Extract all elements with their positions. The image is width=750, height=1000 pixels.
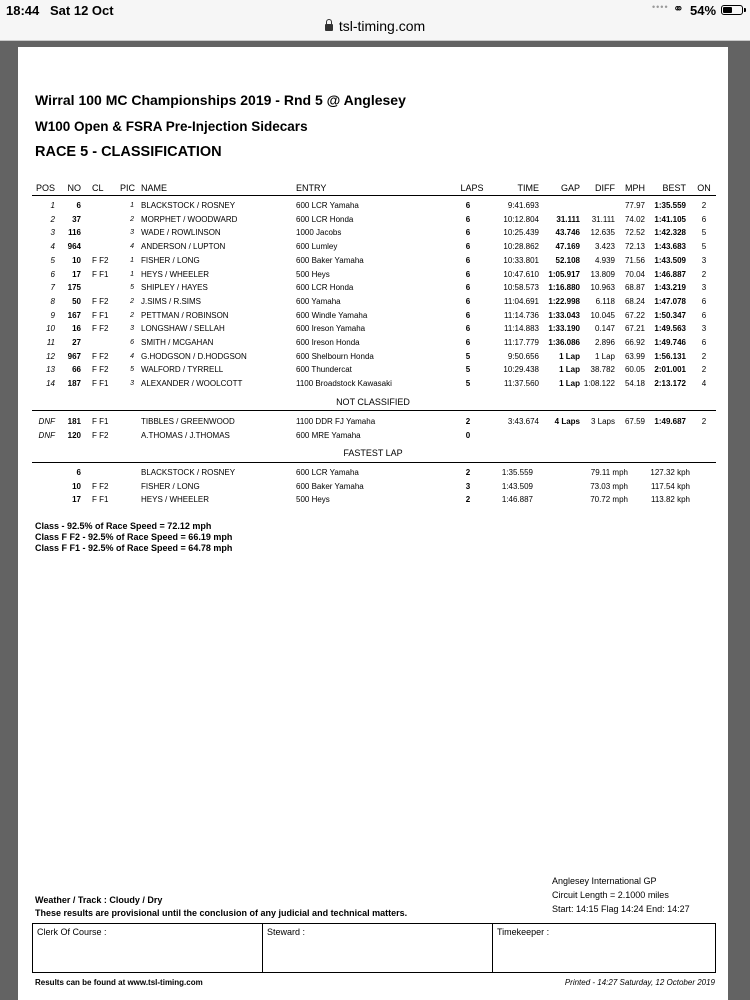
cell-pos: 8 xyxy=(50,296,55,306)
cell-time: 3:43.674 xyxy=(507,417,539,426)
fastest-lap-label: FASTEST LAP xyxy=(343,448,403,458)
cell-best: 1:43.683 xyxy=(654,242,686,252)
cell-mph: 70.04 xyxy=(624,269,645,279)
cell-best: 1:56.131 xyxy=(654,351,686,361)
cell-pos: 7 xyxy=(50,283,55,293)
cell-pic: 2 xyxy=(130,311,134,319)
cell-entry: 600 LCR Honda xyxy=(296,283,354,293)
cell-time: 11:14.883 xyxy=(504,324,539,334)
cell-name: TIBBLES / GREENWOOD xyxy=(141,417,235,426)
battery-percent: 54% xyxy=(690,3,717,18)
cell-entry: 600 Ireson Honda xyxy=(296,338,360,347)
cell-laps: 5 xyxy=(465,379,471,389)
cell-on: 6 xyxy=(701,310,707,320)
cell-pic: 3 xyxy=(130,380,134,388)
steward: Steward : xyxy=(262,924,492,972)
cell-no: 187 xyxy=(67,379,81,389)
cell-mph: 73.03 mph xyxy=(590,481,628,491)
cell-pic: 1 xyxy=(130,256,134,264)
cell-diff: 3 Laps xyxy=(590,417,615,426)
cell-time: 11:04.691 xyxy=(504,296,539,306)
cell-name: HEYS / WHEELER xyxy=(141,269,210,279)
header-pic: PIC xyxy=(120,183,136,193)
cell-name: SHIPLEY / HAYES xyxy=(141,283,208,293)
cell-name: J.SIMS / R.SIMS xyxy=(141,296,202,306)
cell-entry: 1100 Broadstock Kawasaki xyxy=(296,379,392,389)
cell-name: LONGSHAW / SELLAH xyxy=(141,324,225,334)
cell-laps: 6 xyxy=(465,310,471,320)
cell-pos: 6 xyxy=(50,269,55,279)
cell-gap: 4 Laps xyxy=(554,417,580,426)
cell-time: 11:17.779 xyxy=(504,338,539,347)
header-time: TIME xyxy=(517,183,539,193)
cell-class: F F1 xyxy=(92,379,109,389)
cell-mph: 72.52 xyxy=(624,228,645,238)
header-pos: POS xyxy=(35,183,55,193)
cell-no: 967 xyxy=(67,351,81,361)
cell-on: 2 xyxy=(701,351,707,361)
cell-class: F F1 xyxy=(92,310,109,320)
cell-gap: 31.111 xyxy=(556,214,580,224)
cell-mph: 54.18 xyxy=(624,379,645,389)
championship-title: Wirral 100 MC Championships 2019 - Rnd 5 @ Anglesey xyxy=(35,92,406,108)
cell-pos: 13 xyxy=(46,365,55,375)
class-note: Class F F2 - 92.5% of Race Speed = 66.19 mph xyxy=(35,532,233,542)
signature-box xyxy=(32,923,716,973)
header-mph: MPH xyxy=(625,183,645,193)
table-row xyxy=(18,226,728,240)
cell-best: 1:42.328 xyxy=(654,228,686,238)
cell-time: 10:25.439 xyxy=(503,228,539,238)
cell-no: 17 xyxy=(72,269,81,279)
signal-icon: •••• xyxy=(652,2,669,12)
table-row xyxy=(18,363,728,377)
table-row xyxy=(18,322,728,336)
cell-diff: 10.963 xyxy=(590,283,615,293)
cell-gap: 1:16.880 xyxy=(548,283,580,293)
cell-best: 1:49.563 xyxy=(654,324,686,334)
cell-no: 6 xyxy=(76,201,81,210)
cell-best: 1:46.887 xyxy=(654,269,686,279)
cell-name: PETTMAN / ROBINSON xyxy=(141,310,229,320)
cell-best: 1:43.509 xyxy=(654,255,686,265)
lock-icon xyxy=(325,24,333,31)
cell-pic: 1 xyxy=(130,202,134,209)
cell-name: WADE / ROWLINSON xyxy=(141,228,221,238)
cell-class: F F2 xyxy=(92,324,109,334)
cell-best: 2:01.001 xyxy=(654,365,686,375)
cell-class: F F1 xyxy=(92,417,109,426)
cell-no: 37 xyxy=(72,214,81,224)
cell-kph: 113.82 kph xyxy=(651,495,690,505)
cell-best: 2:13.172 xyxy=(654,379,686,389)
cell-pos: 11 xyxy=(46,338,55,347)
cell-entry: 1100 DDR FJ Yamaha xyxy=(296,417,376,426)
cell-on: 2 xyxy=(701,269,707,279)
cell-kph: 117.54 kph xyxy=(651,481,690,491)
cell-class: F F2 xyxy=(92,365,109,375)
header-cl: CL xyxy=(92,183,104,193)
cell-diff: 2.896 xyxy=(594,338,615,347)
table-row xyxy=(18,281,728,295)
cell-pic: 1 xyxy=(130,270,134,278)
cell-pic: 5 xyxy=(130,284,134,292)
cell-mph: 67.59 xyxy=(624,417,645,426)
cell-no: 50 xyxy=(72,296,81,306)
cell-no: 175 xyxy=(67,283,81,293)
cell-on: 6 xyxy=(701,338,707,347)
cell-lap: 2 xyxy=(465,495,471,505)
cell-pic: 3 xyxy=(130,229,134,237)
cell-name: FISHER / LONG xyxy=(141,255,200,265)
dnf-row xyxy=(18,415,728,429)
divider xyxy=(32,410,716,411)
cell-mph: 70.72 mph xyxy=(590,495,628,505)
cell-laps: 6 xyxy=(465,338,471,347)
cell-gap: 52.108 xyxy=(555,255,580,265)
results-link: Results can be found at www.tsl-timing.com xyxy=(35,978,203,987)
cell-entry: 600 Lumley xyxy=(296,242,338,252)
cell-entry: 600 LCR Yamaha xyxy=(296,468,359,477)
clerk-of-course: Clerk Of Course : xyxy=(37,927,107,937)
cell-pos: DNF xyxy=(38,430,55,440)
cell-entry: 600 Yamaha xyxy=(296,296,341,306)
table-row xyxy=(18,240,728,254)
cell-mph: 71.56 xyxy=(624,255,645,265)
cell-name: SMITH / MCGAHAN xyxy=(141,338,214,347)
cell-best: 1:50.347 xyxy=(654,310,686,320)
cell-pic: 4 xyxy=(130,243,134,251)
cell-laps: 6 xyxy=(465,283,471,293)
date: Sat 12 Oct xyxy=(50,3,114,18)
cell-gap: 1:33.190 xyxy=(548,324,580,334)
cell-gap: 1:33.043 xyxy=(548,310,580,320)
cell-no: 10 xyxy=(72,481,81,491)
divider xyxy=(32,462,716,463)
cell-laps: 6 xyxy=(465,296,471,306)
weather: Weather / Track : Cloudy / Dry xyxy=(35,895,163,905)
battery-icon xyxy=(721,5,743,15)
cell-no: 116 xyxy=(68,228,81,238)
url-text: tsl-timing.com xyxy=(338,18,426,34)
header-no: NO xyxy=(67,183,81,193)
table-row xyxy=(18,295,728,309)
cell-name: BLACKSTOCK / ROSNEY xyxy=(141,468,236,477)
cell-no: 120 xyxy=(67,430,81,440)
cell-time: 11:37.560 xyxy=(504,379,539,389)
cell-laps: 5 xyxy=(465,365,471,375)
cell-name: A.THOMAS / J.THOMAS xyxy=(141,430,230,440)
table-row xyxy=(18,254,728,268)
cell-pic: 5 xyxy=(130,366,134,374)
cell-class: F F2 xyxy=(92,430,109,440)
cell-no: 10 xyxy=(72,255,81,265)
race-title: RACE 5 - CLASSIFICATION xyxy=(35,144,222,160)
cell-time: 10:33.801 xyxy=(503,255,539,265)
cell-pos: 14 xyxy=(46,379,55,389)
cell-pos: 1 xyxy=(50,201,55,210)
cell-gap: 1 Lap xyxy=(559,379,580,389)
cell-class: F F2 xyxy=(92,255,109,265)
cell-no: 16 xyxy=(72,324,81,334)
cell-time: 10:28.862 xyxy=(503,242,539,252)
cell-lap-time: 1:46.887 xyxy=(501,495,533,505)
cell-gap: 47.169 xyxy=(555,242,580,252)
cell-on: 2 xyxy=(701,201,707,210)
cell-best: 1:41.105 xyxy=(654,214,686,224)
cell-pos: 3 xyxy=(50,228,55,238)
cell-entry: 600 LCR Honda xyxy=(296,214,354,224)
cell-entry: 600 LCR Yamaha xyxy=(296,201,359,210)
header-on: ON xyxy=(697,183,711,193)
cell-gap: 1 Lap xyxy=(559,365,580,375)
cell-name: FISHER / LONG xyxy=(141,481,200,491)
race-times: Start: 14:15 Flag 14:24 End: 14:27 xyxy=(552,904,690,914)
cell-no: 27 xyxy=(72,338,81,347)
cell-entry: 600 Baker Yamaha xyxy=(296,255,364,265)
header-laps: LAPS xyxy=(460,183,484,193)
cell-gap: 1:05.917 xyxy=(548,269,580,279)
cell-lap-time: 1:35.559 xyxy=(501,468,533,477)
divider xyxy=(32,195,716,196)
cell-entry: 600 Baker Yamaha xyxy=(296,481,364,491)
circuit-name: Anglesey International GP xyxy=(552,876,657,886)
cell-on: 3 xyxy=(701,255,707,265)
cell-on: 2 xyxy=(701,365,707,375)
cell-class: F F1 xyxy=(92,269,109,279)
cell-diff: 38.782 xyxy=(590,365,615,375)
class-note: Class - 92.5% of Race Speed = 72.12 mph xyxy=(35,521,212,531)
cell-best: 1:35.559 xyxy=(654,201,686,210)
cell-pic: 2 xyxy=(130,215,134,223)
cell-best: 1:43.219 xyxy=(654,283,686,293)
cell-mph: 68.24 xyxy=(624,296,645,306)
cell-laps: 6 xyxy=(465,214,471,224)
cell-mph: 79.11 mph xyxy=(590,468,628,477)
cell-on: 3 xyxy=(701,283,707,293)
link-icon: ⚭ xyxy=(673,1,684,16)
cell-time: 10:29.438 xyxy=(503,365,539,375)
table-header xyxy=(18,181,728,195)
cell-pos: 5 xyxy=(50,255,55,265)
cell-entry: 500 Heys xyxy=(296,269,330,279)
table-row xyxy=(18,350,728,364)
cell-pic: 6 xyxy=(130,339,134,346)
cell-mph: 74.02 xyxy=(624,214,645,224)
not-classified-label: NOT CLASSIFIED xyxy=(336,397,410,407)
cell-entry: 1000 Jacobs xyxy=(296,228,342,238)
cell-time: 9:41.693 xyxy=(507,201,539,210)
results-document xyxy=(18,47,728,1000)
header-gap: GAP xyxy=(560,183,580,193)
cell-diff: 13.809 xyxy=(590,269,615,279)
cell-time: 10:12.804 xyxy=(503,214,539,224)
cell-class: F F2 xyxy=(92,351,109,361)
cell-pos: DNF xyxy=(38,417,55,426)
fastest-lap-row xyxy=(18,466,728,480)
cell-mph: 72.13 xyxy=(624,242,645,252)
timekeeper: Timekeeper : xyxy=(492,924,715,972)
cell-laps: 5 xyxy=(465,351,471,361)
class-note: Class F F1 - 92.5% of Race Speed = 64.78 mph xyxy=(35,543,233,553)
cell-mph: 60.05 xyxy=(624,365,645,375)
clock: 18:44 xyxy=(6,3,40,18)
cell-name: WALFORD / TYRRELL xyxy=(141,365,224,375)
cell-lap: 3 xyxy=(465,481,471,491)
cell-on: 5 xyxy=(701,228,707,238)
cell-name: ANDERSON / LUPTON xyxy=(141,242,226,252)
cell-no: 66 xyxy=(72,365,81,375)
cell-time: 9:50.656 xyxy=(507,351,539,361)
cell-mph: 63.99 xyxy=(624,351,645,361)
table-row xyxy=(18,199,728,213)
cell-pos: 12 xyxy=(46,351,55,361)
cell-entry: 600 Shelbourn Honda xyxy=(296,351,374,361)
cell-laps: 6 xyxy=(465,324,471,334)
cell-best: 1:47.078 xyxy=(654,296,686,306)
table-row xyxy=(18,268,728,282)
cell-pic: 2 xyxy=(130,297,134,305)
cell-class: F F2 xyxy=(92,296,109,306)
cell-lap-time: 1:43.509 xyxy=(501,481,533,491)
cell-pos: 9 xyxy=(50,310,55,320)
cell-mph: 67.21 xyxy=(624,324,645,334)
fastest-lap-row xyxy=(18,493,728,507)
cell-laps: 6 xyxy=(465,269,471,279)
cell-pos: 4 xyxy=(50,242,55,252)
cell-pic: 4 xyxy=(130,352,134,360)
header-name: NAME xyxy=(141,183,168,193)
cell-on: 4 xyxy=(701,379,707,389)
cell-mph: 66.92 xyxy=(624,338,645,347)
circuit-length: Circuit Length = 2.1000 miles xyxy=(552,890,669,900)
cell-pos: 2 xyxy=(50,214,55,224)
cell-no: 181 xyxy=(67,417,81,426)
header-diff: DIFF xyxy=(595,183,615,193)
cell-diff: 3.423 xyxy=(594,242,615,252)
cell-gap: 43.746 xyxy=(555,228,580,238)
cell-pos: 10 xyxy=(46,324,55,334)
cell-time: 10:47.610 xyxy=(503,269,539,279)
header-best: BEST xyxy=(662,183,686,193)
cell-on: 5 xyxy=(701,242,707,252)
cell-laps: 2 xyxy=(465,417,471,426)
cell-diff: 10.045 xyxy=(590,310,615,320)
cell-kph: 127.32 kph xyxy=(650,468,690,477)
cell-laps: 6 xyxy=(465,201,471,210)
cell-class: F F2 xyxy=(92,481,109,491)
cell-diff: 6.118 xyxy=(595,296,615,306)
cell-best: 1:49.746 xyxy=(654,338,686,347)
cell-time: 10:58.573 xyxy=(503,283,539,293)
cell-lap: 2 xyxy=(465,468,471,477)
cell-no: 6 xyxy=(76,468,81,477)
cell-name: MORPHET / WOODWARD xyxy=(141,214,238,224)
cell-diff: 1 Lap xyxy=(594,351,615,361)
cell-diff: 4.939 xyxy=(594,255,615,265)
cell-diff: 0.147 xyxy=(594,324,615,334)
cell-best: 1:49.687 xyxy=(654,417,686,426)
cell-no: 17 xyxy=(72,495,81,505)
header-entry: ENTRY xyxy=(296,183,327,193)
cell-laps: 6 xyxy=(465,242,471,252)
cell-laps: 6 xyxy=(465,228,471,238)
class-title: W100 Open & FSRA Pre-Injection Sidecars xyxy=(35,119,308,134)
cell-entry: 600 Thundercat xyxy=(296,365,352,375)
cell-name: HEYS / WHEELER xyxy=(141,495,210,505)
cell-time: 11:14.736 xyxy=(504,310,539,320)
cell-entry: 600 Windle Yamaha xyxy=(296,310,368,320)
cell-on: 6 xyxy=(701,296,707,306)
printed-timestamp: Printed - 14:27 Saturday, 12 October 2019 xyxy=(564,978,715,987)
cell-gap: 1:22.998 xyxy=(548,296,580,306)
cell-mph: 67.22 xyxy=(624,310,645,320)
cell-on: 2 xyxy=(701,417,707,426)
fastest-lap-row xyxy=(18,480,728,494)
cell-gap: 1 Lap xyxy=(559,351,580,361)
cell-pic: 3 xyxy=(130,325,134,333)
status-bar xyxy=(0,0,750,41)
dnf-row xyxy=(18,429,728,443)
cell-name: G.HODGSON / D.HODGSON xyxy=(141,351,247,361)
cell-laps: 0 xyxy=(465,430,471,440)
cell-name: ALEXANDER / WOOLCOTT xyxy=(141,379,243,389)
cell-gap: 1:36.086 xyxy=(548,338,580,347)
cell-entry: 500 Heys xyxy=(296,495,330,505)
cell-laps: 6 xyxy=(465,255,471,265)
cell-diff: 31.111 xyxy=(591,214,615,224)
cell-entry: 600 Ireson Yamaha xyxy=(296,324,366,334)
cell-mph: 77.97 xyxy=(624,201,645,210)
cell-no: 964 xyxy=(67,242,81,252)
cell-diff: 1:08.122 xyxy=(583,379,615,389)
cell-entry: 600 MRE Yamaha xyxy=(296,430,361,440)
table-row xyxy=(18,213,728,227)
table-row xyxy=(18,377,728,391)
cell-no: 167 xyxy=(67,310,81,320)
table-row xyxy=(18,336,728,350)
cell-class: F F1 xyxy=(92,495,109,505)
provisional-notice: These results are provisional until the conclusion of any judicial and technical matters. xyxy=(35,908,408,918)
cell-on: 3 xyxy=(701,324,707,334)
cell-name: BLACKSTOCK / ROSNEY xyxy=(141,201,236,210)
address-bar[interactable] xyxy=(0,18,750,34)
cell-mph: 68.87 xyxy=(624,283,645,293)
cell-diff: 12.635 xyxy=(590,228,615,238)
table-row xyxy=(18,309,728,323)
cell-on: 6 xyxy=(701,214,707,224)
